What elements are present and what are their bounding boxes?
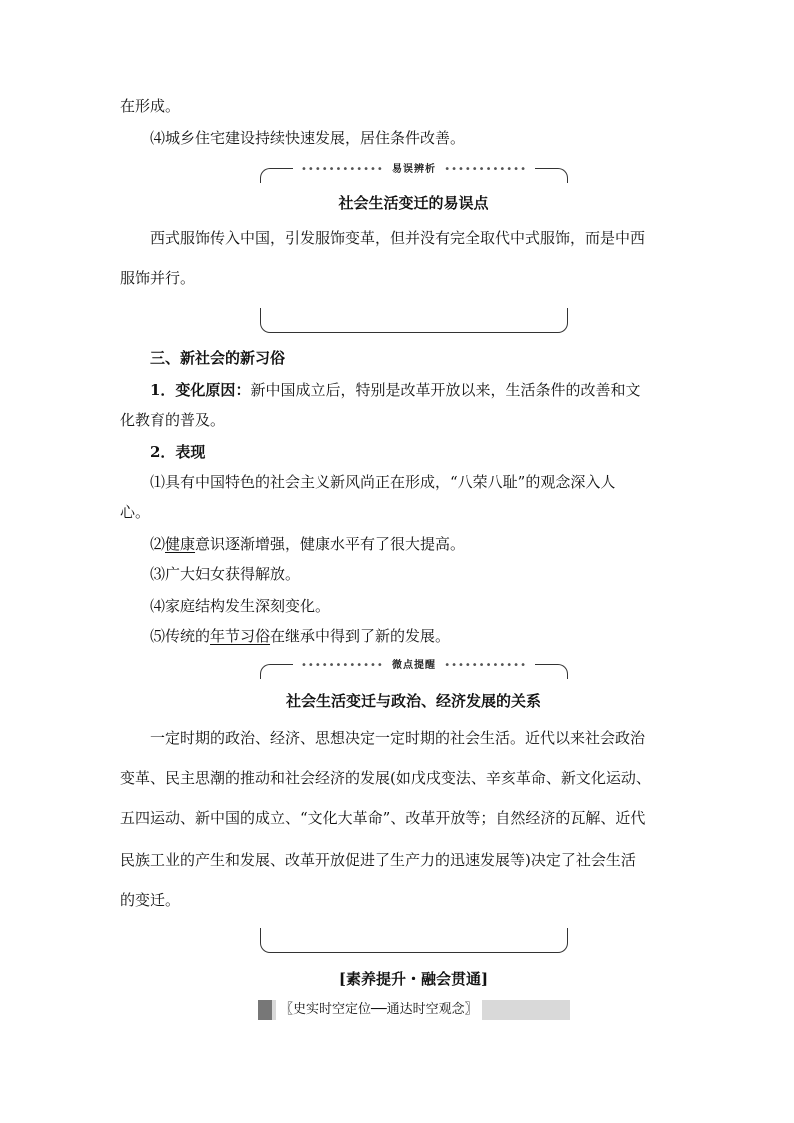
box-text-line: 一定时期的政治、经济、思想决定一定时期的社会生活。近代以来社会政治 <box>150 729 646 747</box>
box-title: 社会生活变迁与政治、经济发展的关系 <box>285 692 541 710</box>
paragraph-continuation: 在形成。 <box>120 97 181 115</box>
section-banner <box>258 1000 570 1020</box>
subheading: 2．表现 <box>150 443 206 461</box>
box-top-frame <box>260 660 568 679</box>
banner-block <box>258 1000 272 1020</box>
paragraph: 化教育的普及。 <box>120 411 226 429</box>
list-item: ⑸传统的年节习俗在继承中得到了新的发展。 <box>150 627 451 645</box>
list-item: ⑶广大妇女获得解放。 <box>150 565 301 583</box>
box-text-line: 西式服饰传入中国，引发服饰变革，但并没有完全取代中式服饰，而是中西 <box>150 229 646 247</box>
box-bottom-frame <box>260 308 568 333</box>
box-text-line: 民族工业的产生和发展、改革开放促进了生产力的迅速发展等)决定了社会生活 <box>120 851 636 869</box>
section-heading: 三、新社会的新习俗 <box>150 349 286 367</box>
box-text-line: 服饰并行。 <box>120 269 196 287</box>
paragraph: 1．变化原因：新中国成立后，特别是改革开放以来，生活条件的改善和文 <box>150 381 641 399</box>
box-label: •••••••••••• 微点提醒 •••••••••••• <box>261 656 567 671</box>
list-item-continuation: 心。 <box>120 503 151 521</box>
banner-text: 〖史实时空定位──通达时空观念〗 <box>276 1000 482 1020</box>
box-text-line: 的变迁。 <box>120 891 181 909</box>
section-title: [素养提升・融会贯通] <box>338 970 489 988</box>
box-top-frame <box>260 164 568 183</box>
box-text-line: 变革、民主思潮的推动和社会经济的发展(如戊戌变法、辛亥革命、新文化运动、 <box>120 769 651 787</box>
list-item: ⑵健康意识逐渐增强，健康水平有了很大提高。 <box>150 535 466 553</box>
box-bottom-frame <box>260 928 568 953</box>
list-item: ⑷城乡住宅建设持续快速发展，居住条件改善。 <box>150 129 466 147</box>
list-item: ⑴具有中国特色的社会主义新风尚正在形成，“八荣八耻”的观念深入人 <box>150 473 616 491</box>
box-title: 社会生活变迁的易误点 <box>338 194 489 212</box>
list-item: ⑷家庭结构发生深刻变化。 <box>150 597 331 615</box>
box-text-line: 五四运动、新中国的成立、“文化大革命”、改革开放等；自然经济的瓦解、近代 <box>120 809 646 827</box>
box-label: •••••••••••• 易误辨析 •••••••••••• <box>261 160 567 175</box>
